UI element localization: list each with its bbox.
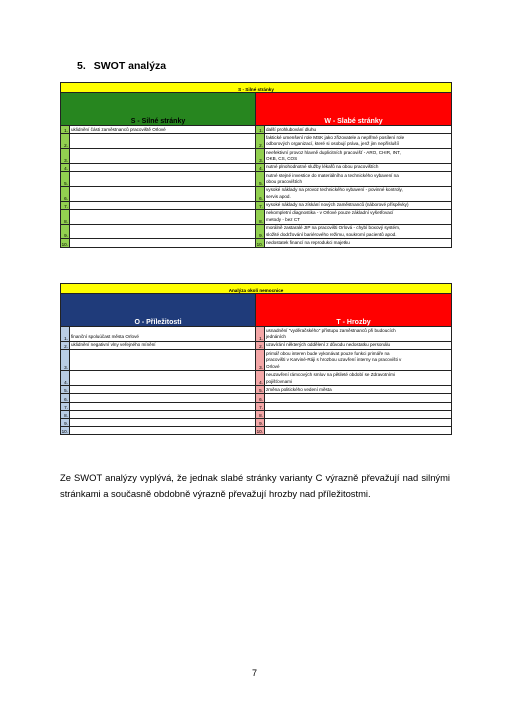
row-text-line: odborových organizací, které si osobují práva, jenž jim nepříslušíí bbox=[266, 141, 400, 147]
table-row bbox=[61, 186, 452, 201]
row-text-left bbox=[70, 209, 256, 224]
row-text-right bbox=[265, 126, 452, 134]
row-number-left: 6. bbox=[61, 186, 70, 201]
row-number-left: 8. bbox=[61, 410, 70, 418]
row-text-right bbox=[265, 410, 452, 418]
row-text-left: finanční spoluúčast města Orlové bbox=[70, 327, 256, 342]
table-row bbox=[61, 394, 452, 402]
threats-header: T - Hrozby bbox=[256, 294, 452, 327]
table-title-row bbox=[61, 284, 452, 294]
row-number-right: 10. bbox=[256, 427, 265, 435]
conclusion-paragraph: Ze SWOT analýzy vyplývá, že jednak slabé stránky varianty C výrazně převažují nad silnými stránkami a současně obdobně výrazně převažují hrozby nad příležitostmi. bbox=[60, 472, 450, 499]
table-row bbox=[61, 224, 452, 239]
row-text-right bbox=[265, 201, 452, 209]
row-text-left bbox=[70, 349, 256, 370]
table-row bbox=[61, 163, 452, 171]
row-number-left: 9. bbox=[61, 418, 70, 426]
row-text-line: obou pracovištích bbox=[266, 179, 303, 185]
row-text-left bbox=[70, 134, 256, 149]
row-number-right: 9. bbox=[256, 224, 265, 239]
row-text-right bbox=[265, 148, 452, 163]
row-number-left: 1. bbox=[61, 126, 70, 134]
row-number-left: 10. bbox=[61, 239, 70, 247]
row-number-right: 3. bbox=[256, 349, 265, 370]
row-text-left bbox=[70, 163, 256, 171]
row-number-left: 9. bbox=[61, 224, 70, 239]
row-text-left bbox=[70, 186, 256, 201]
row-number-right: 8. bbox=[256, 209, 265, 224]
row-text-left bbox=[70, 418, 256, 426]
row-number-right: 3. bbox=[256, 148, 265, 163]
row-text-line: složité dodržování bariérového režimu, soukromí pacientů apod. bbox=[266, 231, 397, 237]
row-number-right: 10. bbox=[256, 239, 265, 247]
table-row bbox=[61, 341, 452, 349]
row-number-right: 6. bbox=[256, 186, 265, 201]
row-text-line: pracovišti v Karviné-Ráji s hrozbou uzavření interny na pracovišti v bbox=[266, 357, 402, 363]
row-text-right bbox=[265, 186, 452, 201]
row-text-right bbox=[265, 163, 452, 171]
table-row bbox=[61, 239, 452, 247]
row-text-right bbox=[265, 418, 452, 426]
table-row bbox=[61, 209, 452, 224]
row-text-left bbox=[70, 148, 256, 163]
table-header-row bbox=[61, 93, 452, 126]
row-text-left bbox=[70, 171, 256, 186]
table-row bbox=[61, 386, 452, 394]
table-header-row bbox=[61, 294, 452, 327]
row-text-left bbox=[70, 427, 256, 435]
table-row bbox=[61, 148, 452, 163]
row-text-right bbox=[265, 341, 452, 349]
row-text-line: morálně zastaralé JIP na pracovišti Orlová - chybí boxový systém, bbox=[266, 225, 401, 231]
row-number-left: 4. bbox=[61, 371, 70, 386]
row-text-line: nedostatek financí na reprodukci majetku bbox=[266, 239, 350, 245]
page-number: 7 bbox=[251, 668, 257, 678]
table-row bbox=[61, 371, 452, 386]
row-text-left: uklidnění části zaměstnanců pracoviště Orlové bbox=[70, 126, 256, 134]
row-text-left bbox=[70, 410, 256, 418]
swot-internal-table bbox=[60, 82, 452, 248]
opportunities-header: O - Příležitosti bbox=[61, 294, 256, 327]
row-text-line: nutné stejné investice do materiálního a technického vybavení na bbox=[266, 172, 399, 178]
row-text-left: uklidnění negativní vlny veřejného mínění bbox=[70, 341, 256, 349]
row-text-line: vysoké náklady na provoz technického vybavení - povinné kontroly, bbox=[266, 187, 403, 193]
table-title: S - Silné stránky bbox=[61, 83, 452, 93]
row-number-right: 7. bbox=[256, 201, 265, 209]
row-text-line: vysoké náklady na získání nových zaměstnanců (náborové příspěvky) bbox=[266, 202, 409, 208]
table-row bbox=[61, 134, 452, 149]
row-text-right bbox=[265, 327, 452, 342]
row-number-left: 7. bbox=[61, 402, 70, 410]
row-number-left: 1. bbox=[61, 327, 70, 342]
row-text-right bbox=[265, 394, 452, 402]
row-number-right: 8. bbox=[256, 410, 265, 418]
row-text-right bbox=[265, 134, 452, 149]
row-text-left bbox=[70, 402, 256, 410]
row-text-right bbox=[265, 402, 452, 410]
row-text-right bbox=[265, 386, 452, 394]
row-number-left: 3. bbox=[61, 349, 70, 370]
row-number-right: 7. bbox=[256, 402, 265, 410]
section-number: 5. bbox=[77, 60, 86, 72]
row-number-left: 6. bbox=[61, 394, 70, 402]
row-text-line: OKB, CS, COS bbox=[266, 156, 298, 162]
row-number-right: 2. bbox=[256, 341, 265, 349]
row-text-line: servis apod. bbox=[266, 193, 291, 199]
row-text-left bbox=[70, 386, 256, 394]
row-text-right bbox=[265, 239, 452, 247]
table-row bbox=[61, 171, 452, 186]
row-text-line: primář obou interen bude vykonávat pouze funkci primáře na bbox=[266, 350, 390, 356]
row-number-right: 1. bbox=[256, 327, 265, 342]
row-number-left: 10. bbox=[61, 427, 70, 435]
row-number-left: 2. bbox=[61, 341, 70, 349]
row-text-line: neefektivní provoz hlavně duplicitních pracovišť - ARO, CHIR, INT, bbox=[266, 149, 401, 155]
row-text-line: Orlové bbox=[266, 363, 280, 369]
table-row bbox=[61, 349, 452, 370]
row-text-line: nutné plnohodnotné služby lékařů na obou pracovištích bbox=[266, 164, 379, 170]
table-row bbox=[61, 327, 452, 342]
table-row bbox=[61, 410, 452, 418]
swot-external-table bbox=[60, 283, 452, 435]
row-text-line: další prohlubování dluhu bbox=[266, 126, 317, 132]
section-title: SWOT analýza bbox=[93, 60, 167, 72]
row-number-right: 9. bbox=[256, 418, 265, 426]
row-text-line: uzavírání některých oddělení z důvodu nedostatku personálu bbox=[266, 342, 391, 348]
row-text-line: neuzavření rámcových smluv na pětileté období se Zdravotními bbox=[266, 371, 395, 377]
row-text-line: usnadnění "vyděračského" přístupu zaměstnanců při budoucích bbox=[266, 327, 396, 333]
row-number-right: 4. bbox=[256, 163, 265, 171]
row-number-right: 5. bbox=[256, 171, 265, 186]
table-title-row bbox=[61, 83, 452, 93]
table-row bbox=[61, 201, 452, 209]
row-text-right bbox=[265, 427, 452, 435]
table-title: Analýza okolí nemocnice bbox=[61, 284, 452, 294]
row-text-left bbox=[70, 201, 256, 209]
row-number-left: 5. bbox=[61, 171, 70, 186]
row-text-left bbox=[70, 371, 256, 386]
row-text-right bbox=[265, 171, 452, 186]
row-text-right bbox=[265, 209, 452, 224]
row-text-left bbox=[70, 394, 256, 402]
row-number-right: 4. bbox=[256, 371, 265, 386]
weaknesses-header: W - Slabé stránky bbox=[256, 93, 452, 126]
row-number-right: 1. bbox=[256, 126, 265, 134]
row-text-line: změna politického vedení města bbox=[266, 386, 332, 392]
row-number-right: 6. bbox=[256, 394, 265, 402]
row-number-left: 8. bbox=[61, 209, 70, 224]
row-text-line: faktické umenšení role MSK jako zřizovatele a neplřmé posílení role bbox=[266, 134, 405, 140]
strengths-header: S - Silné stránky bbox=[61, 93, 256, 126]
row-number-left: 3. bbox=[61, 148, 70, 163]
row-text-right bbox=[265, 371, 452, 386]
row-number-left: 2. bbox=[61, 134, 70, 149]
row-number-left: 7. bbox=[61, 201, 70, 209]
row-text-right bbox=[265, 349, 452, 370]
row-text-left bbox=[70, 239, 256, 247]
row-text-line: nekompletní diagnostika - v Orlové pouze základní vyšetřovací bbox=[266, 210, 394, 216]
row-number-left: 4. bbox=[61, 163, 70, 171]
section-heading bbox=[77, 60, 166, 72]
row-text-line: pojišťovnami bbox=[266, 378, 292, 384]
row-text-right bbox=[265, 224, 452, 239]
table-row bbox=[61, 402, 452, 410]
table-row bbox=[61, 418, 452, 426]
row-text-line: jednáních bbox=[266, 334, 286, 340]
row-number-right: 5. bbox=[256, 386, 265, 394]
table-row bbox=[61, 427, 452, 435]
row-text-left bbox=[70, 224, 256, 239]
table-row bbox=[61, 126, 452, 134]
row-number-right: 2. bbox=[256, 134, 265, 149]
row-text-line: metody - bez CT bbox=[266, 216, 300, 222]
row-number-left: 5. bbox=[61, 386, 70, 394]
